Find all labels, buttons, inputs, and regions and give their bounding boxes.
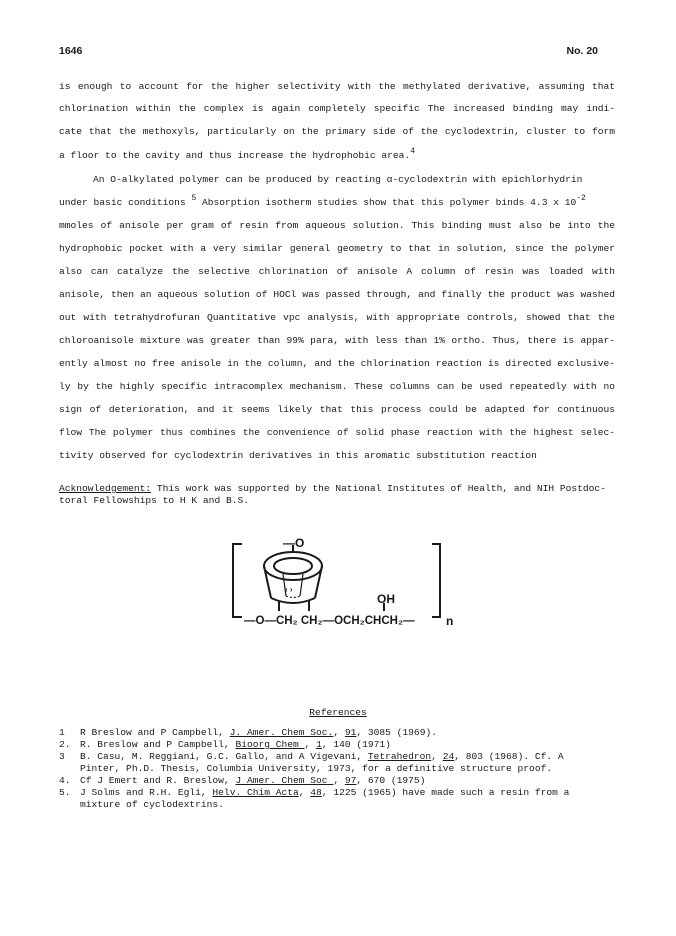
methoxy-label: —O — [283, 536, 305, 550]
reference-text — [80, 739, 391, 751]
reference-authors: R Breslow and P Campbell, — [80, 727, 230, 738]
references-heading-text: References — [309, 707, 367, 718]
reference-text — [80, 751, 564, 763]
paragraph-line: is enough to account for the higher selectivity with the methylated derivative, assuming that — [59, 81, 615, 92]
paragraph-line: cate that the methoxyls, particularly on the primary side of the cyclodextrin, cluster to form — [59, 126, 615, 137]
citation-superscript: 5 — [191, 194, 197, 203]
paragraph-line: hydrophobic pocket with a very similar general geometry to that in solution, since the polymer — [59, 243, 615, 254]
hydroxyl-label: OH — [377, 592, 395, 606]
reference-journal: Bioorg Chem — [235, 739, 305, 750]
cavity-mark: ‹ › — [285, 585, 293, 594]
reference-pages: , 1225 (1965) have made such a resin from a — [321, 787, 570, 798]
paragraph-line: sign of deterioration, and it seems likely that this process could be adapted for continuous — [59, 404, 615, 415]
reference-journal: J. Amer. Chem Soc. — [229, 727, 334, 738]
reference-continuation: Pinter, Ph.D. Thesis, Columbia University, 1973, for a definitive structure proof. — [80, 763, 553, 774]
cyclodextrin-torus — [264, 552, 322, 603]
reference-journal: J Amer. Chem Soc — [235, 775, 334, 786]
reference-separator: , — [333, 775, 345, 786]
reference-journal: Helv. Chim Acta — [212, 787, 299, 798]
reference-volume: 91 — [344, 727, 357, 738]
paragraph-text: a floor to the cavity and thus increase the hydrophobic area. — [59, 150, 411, 161]
reference-text — [80, 787, 569, 799]
reference-number: 5. — [59, 787, 71, 798]
references-heading — [0, 707, 676, 718]
acknowledgement-label: Acknowledgement: — [59, 483, 152, 494]
paragraph-line: ly by the highly specific intracomplex mechanism. These columns can be used repeatedly with no — [59, 381, 615, 392]
paragraph-line: chlorination within the complex is again completely specific The increased binding may indi- — [59, 103, 615, 114]
polymer-chain-label: —O—CH₂ CH₂—OCH₂CHCH₂— — [244, 615, 415, 627]
reference-continuation: mixture of cyclodextrins. — [80, 799, 224, 810]
reference-volume: 1 — [316, 739, 322, 750]
paragraph-line: chloroanisole mixture was greater than 99% para, with less than 1% ortho. Thus, there is appar- — [59, 335, 615, 346]
repeat-subscript: n — [446, 614, 454, 628]
reference-pages: , 803 (1968). Cf. A — [454, 751, 564, 762]
reference-number: 4. — [59, 775, 71, 786]
acknowledgement-text: This work was supported by the National Institutes of Health, and NIH Postdoc- — [156, 483, 606, 494]
right-bracket — [432, 544, 440, 617]
acknowledgement-line: toral Fellowships to H K and B.S. — [59, 495, 249, 506]
reference-authors: B. Casu, M. Reggiani, G.C. Gallo, and A Vigevani, — [80, 751, 368, 762]
reference-authors: R. Breslow and P Campbell, — [80, 739, 236, 750]
paragraph-text: An O-alkylated polymer can be produced by reacting α-cyclodextrin with epichlorhydrin — [93, 174, 583, 185]
reference-pages: , 140 (1971) — [321, 739, 391, 750]
reference-pages: , 670 (1975) — [356, 775, 426, 786]
reference-volume: 97 — [344, 775, 357, 786]
reference-volume: 48 — [310, 787, 322, 798]
page-number: 1646 — [59, 45, 83, 57]
paragraph-text: Absorption isotherm studies show that this polymer binds 4.3 x 10 — [202, 197, 577, 208]
paragraph-line: anisole, then an aqueous solution of HOCl was passed through, and finally the product was washed — [59, 289, 615, 300]
paragraph-line: ently almost no free anisole in the column, and the chlorination reaction is directed exclusive- — [59, 358, 615, 369]
reference-separator: , — [304, 739, 317, 750]
reference-authors: J Solms and R.H. Egli, — [80, 787, 213, 798]
reference-number: 2. — [59, 739, 71, 750]
paragraph-line: also can catalyze the selective chlorination of anisole A column of resin was loaded with — [59, 266, 615, 277]
reference-separator: , — [431, 751, 443, 762]
reference-authors: Cf J Emert and R. Breslow, — [80, 775, 236, 786]
reference-volume: 24 — [442, 751, 455, 762]
paragraph-text: under basic conditions — [59, 197, 186, 208]
reference-pages: , 3085 (1969). — [356, 727, 437, 738]
issue-number: No. 20 — [566, 45, 598, 57]
reference-text — [80, 775, 425, 787]
reference-separator: , — [333, 727, 345, 738]
citation-superscript: 4 — [410, 147, 416, 156]
reference-separator: , — [298, 787, 311, 798]
paragraph-line: out with tetrahydrofuran Quantitative vpc analysis, with appropriate controls, showed that the — [59, 312, 615, 323]
left-bracket — [233, 544, 242, 617]
reference-text — [80, 727, 437, 739]
reference-journal: Tetrahedron — [367, 751, 432, 762]
paragraph-line: flow The polymer thus combines the convenience of solid phase reaction with the highest selec- — [59, 427, 615, 438]
paragraph-line: mmoles of anisole per gram of resin from aqueous solution. This binding must also be into the — [59, 220, 615, 231]
reference-number: 1 — [59, 727, 65, 738]
reference-number: 3 — [59, 751, 65, 762]
paragraph-line: tivity observed for cyclodextrin derivatives in this aromatic substitution reaction — [59, 450, 537, 461]
exponent-superscript: -2 — [576, 194, 586, 203]
